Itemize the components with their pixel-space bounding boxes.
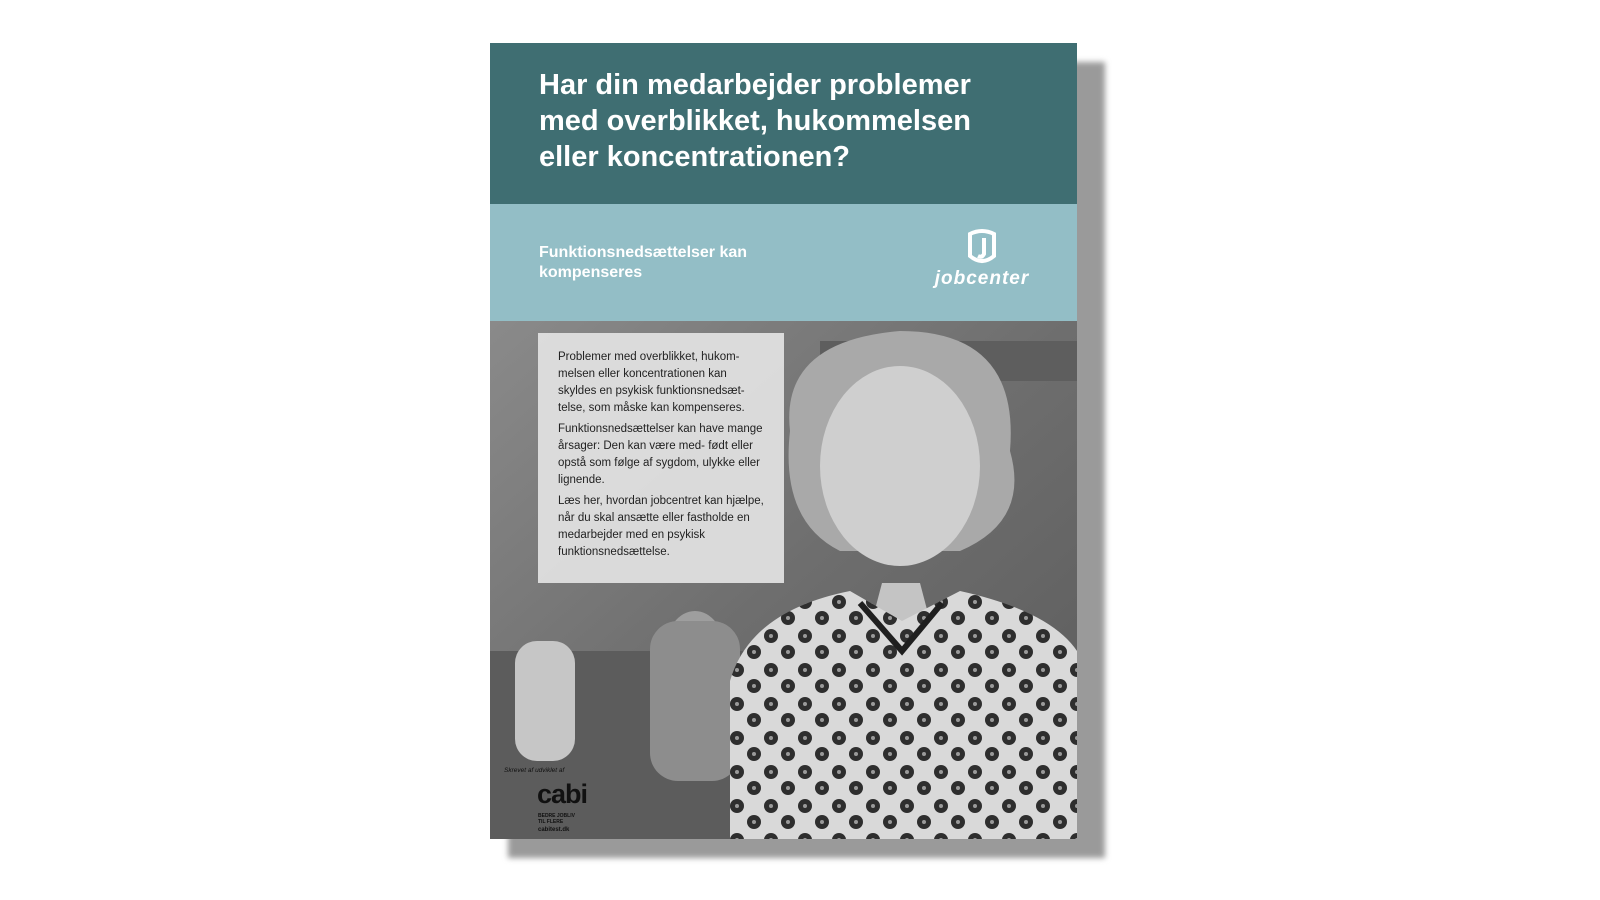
- headline: Har din medarbejder problemer med overblikket, hukommelsen eller koncentrationen?: [539, 69, 971, 173]
- intro-paragraph-1: Problemer med overblikket, hukom- melsen eller koncentrationen kan skyldes en psykisk funktionsnedsæt- telse, som måske kan kompenseres.: [558, 351, 745, 414]
- subtitle-band: [490, 204, 1077, 321]
- intro-text-box: [538, 333, 784, 583]
- header-band: [490, 43, 1077, 204]
- cabi-partner-text: cabitest.dk: [538, 827, 570, 833]
- logo-wordmark: jobcenter: [934, 268, 1030, 289]
- intro-paragraph-2: Funktionsnedsættelser kan have mange årsager: Den kan være med- født eller opstå som følge af sygdom, ulykke eller lignende.: [558, 423, 763, 486]
- publisher-caption: Skrevet af udviklet af: [504, 767, 565, 774]
- intro-paragraph-3: Læs her, hvordan jobcentret kan hjælpe, når du skal ansætte eller fastholde en medarbejder med en psykisk funktionsnedsættelse.: [558, 495, 764, 558]
- cabi-logo: [504, 767, 624, 837]
- subtitle: Funktionsnedsættelser kan kompenseres: [539, 244, 748, 281]
- jobcenter-logo-icon: [962, 228, 1002, 268]
- jobcenter-logo: [922, 228, 1042, 298]
- cabi-tagline: BEDRE JOBLIV TIL FLERE: [538, 813, 575, 825]
- brochure-page: [490, 43, 1077, 839]
- cabi-wordmark: cabi: [537, 779, 588, 809]
